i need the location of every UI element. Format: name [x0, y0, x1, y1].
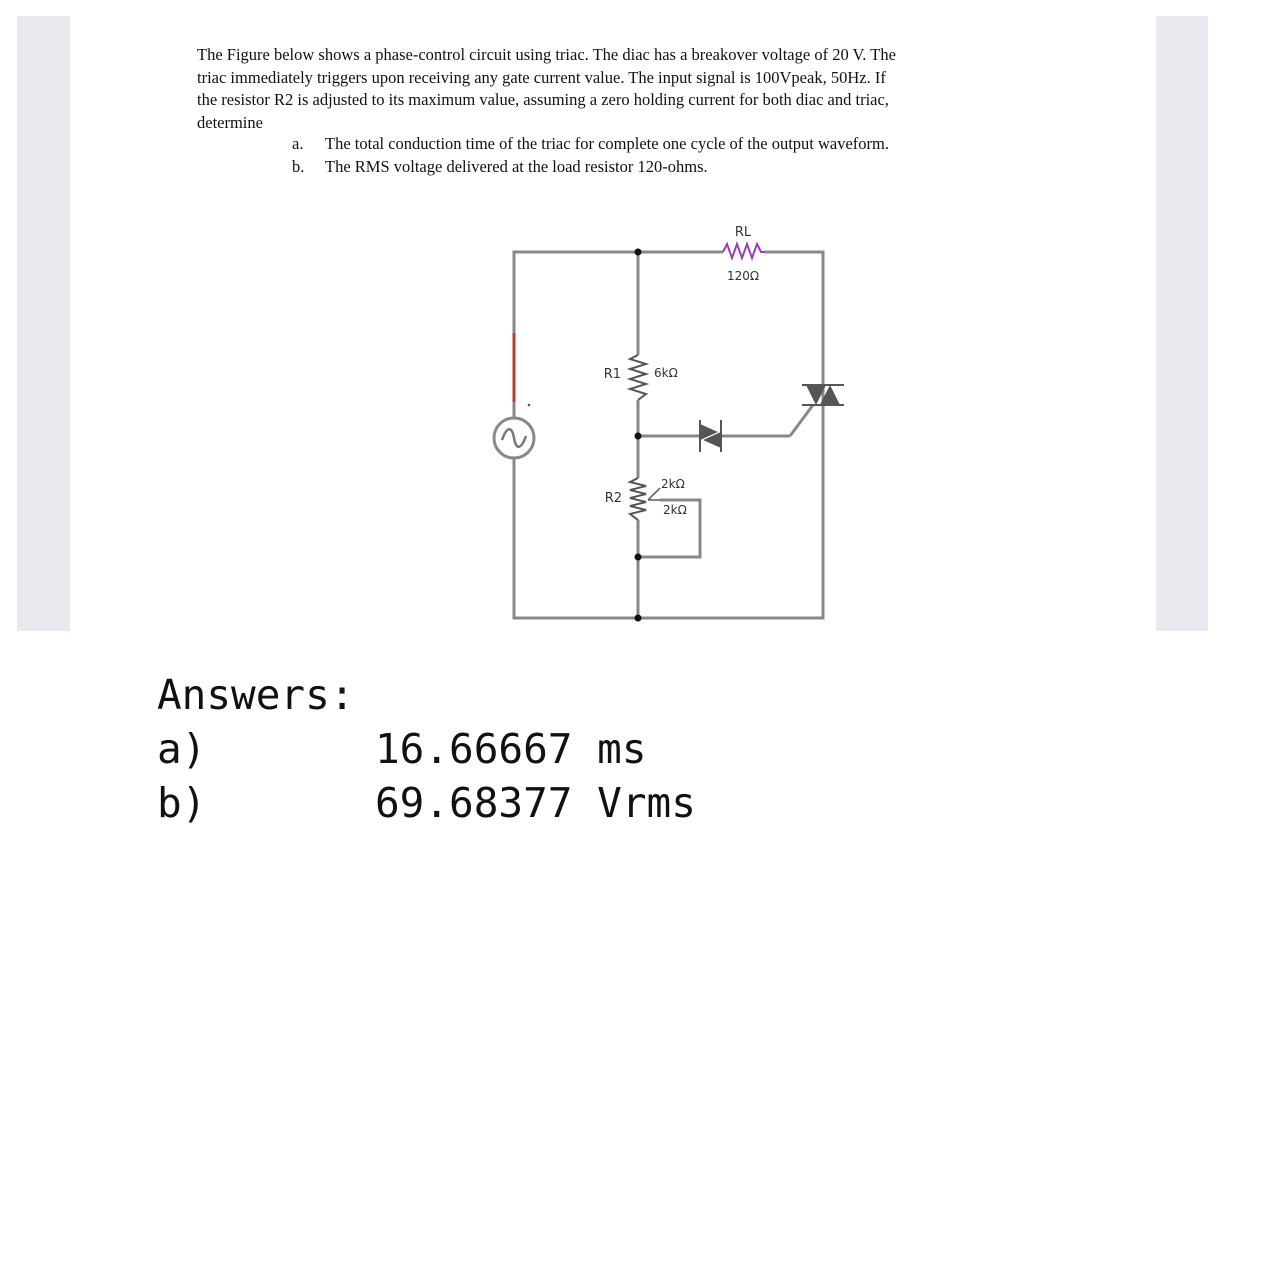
problem-line: the resistor R2 is adjusted to its maximum value, assuming a zero holding current for both diac and triac, [197, 90, 889, 109]
circuit-wires [514, 252, 823, 618]
question-list [292, 133, 889, 178]
r2-value-bottom: 2kΩ [663, 503, 687, 517]
question-item [292, 133, 889, 156]
r2-value-top: 2kΩ [661, 477, 685, 491]
rl-label: RL [734, 225, 752, 240]
answers-block [157, 668, 696, 830]
question-item [292, 156, 889, 179]
problem-line: determine [197, 112, 263, 132]
answers-title: Answers: [157, 671, 355, 719]
r1-label: R1 [603, 367, 621, 382]
question-letter: a. [292, 134, 304, 153]
answer-value: 16.66667 ms [375, 725, 647, 773]
answer-row [157, 776, 696, 830]
answer-row [157, 722, 696, 776]
question-letter: b. [292, 156, 305, 176]
potentiometer-icon [630, 478, 660, 520]
problem-line: The Figure below shows a phase-control circuit using triac. The diac has a breakover voltage of 20 V. The [197, 45, 896, 64]
problem-line: triac immediately triggers upon receiving any gate current value. The input signal is 100Vpeak, 50Hz. If [197, 67, 886, 87]
answer-label: a) [157, 725, 207, 773]
circuit-diagram [480, 215, 860, 635]
question-text: The total conduction time of the triac for complete one cycle of the output waveform. [325, 134, 890, 153]
diac-icon [700, 420, 721, 452]
resistor-icon [723, 244, 765, 258]
r1-value: 6kΩ [654, 366, 678, 380]
rl-value: 120Ω [726, 269, 760, 283]
r2-label: R2 [604, 491, 622, 506]
answer-label: b) [157, 779, 207, 827]
answer-value: 69.68377 Vrms [375, 779, 696, 827]
question-text: The RMS voltage delivered at the load resistor 120-ohms. [325, 156, 708, 176]
resistor-icon [630, 355, 646, 400]
problem-statement [197, 44, 1047, 134]
